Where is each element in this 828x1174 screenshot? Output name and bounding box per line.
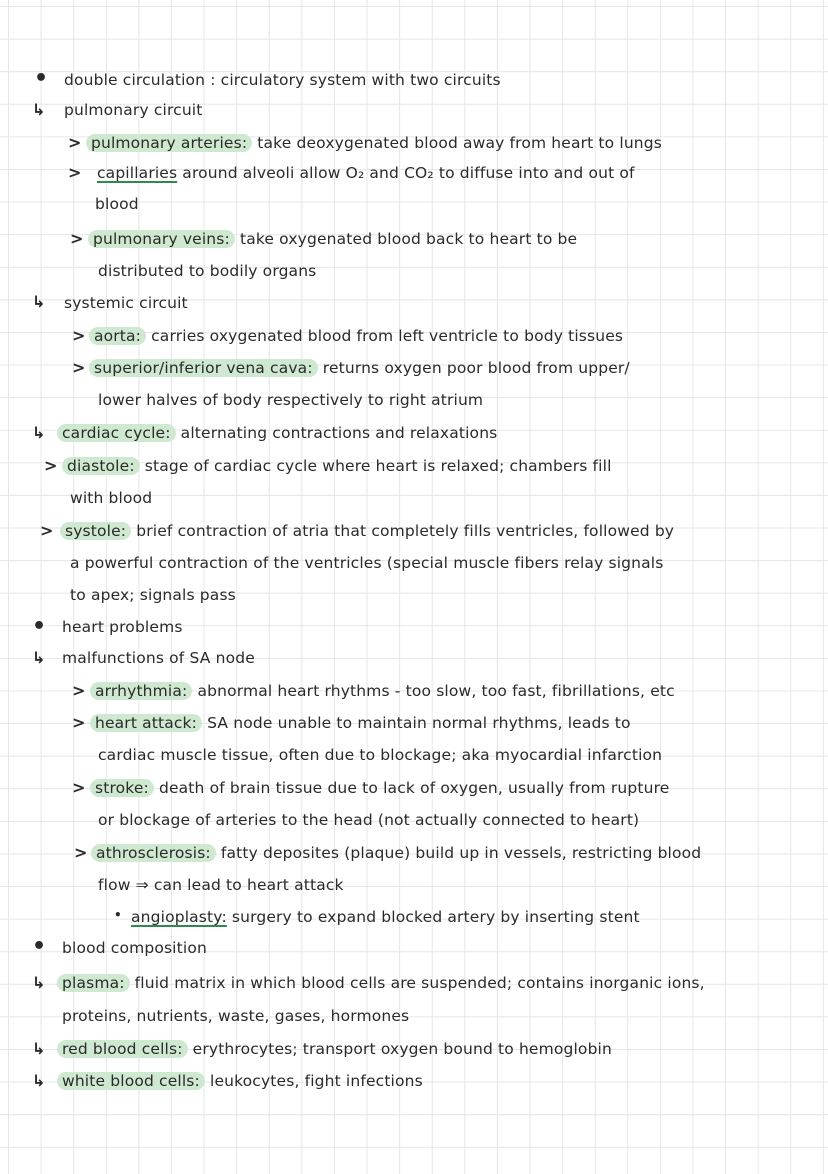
note-text: take oxygenated blood back to heart to be [234,230,578,248]
arrow-icon: ↳ [32,973,46,992]
chevron-icon: > [72,358,86,377]
note-text: fluid matrix in which blood cells are suspended; contains inorganic ions, [129,974,705,992]
note-line [64,290,188,316]
note-text: erythrocytes; transport oxygen bound to hemoglobin [187,1040,612,1058]
note-text: with blood [70,489,153,507]
note-text: pulmonary circuit [64,101,203,119]
note-line [62,453,612,479]
note-line [62,645,255,671]
arrow-icon: ↳ [32,648,46,667]
chevron-icon: > [68,133,82,152]
highlighted-term: diastole: [62,457,140,475]
note-line [88,226,577,252]
note-text: alternating contractions and relaxations [175,424,498,442]
note-text: take deoxygenated blood away from heart to lungs [252,134,662,152]
note-line [64,67,501,93]
note-line [95,191,139,217]
note-line [98,807,639,833]
note-line [57,1068,423,1094]
arrow-icon: ↳ [32,1039,46,1058]
note-text: double circulation : circulatory system with two circuits [64,71,501,89]
note-text: heart problems [62,618,183,636]
note-line [90,775,669,801]
note-text: around alveoli allow O₂ and CO₂ to diffuse into and out of [177,164,635,182]
chevron-icon: > [68,163,82,182]
note-text: cardiac muscle tissue, often due to blockage; aka myocardial infarction [98,746,663,764]
highlighted-term: pulmonary arteries: [86,134,252,152]
note-text: fatty deposites (plaque) build up in vessels, restricting blood [215,844,702,862]
underlined-term: capillaries [97,164,178,182]
note-line [62,935,207,961]
note-text: SA node unable to maintain normal rhythms, leads to [202,714,631,732]
bullet-icon: • [32,934,47,959]
note-line [98,742,662,768]
note-line [90,678,675,704]
highlighted-term: arrhythmia: [90,682,192,700]
note-text: lower halves of body respectively to right atrium [98,391,484,409]
highlighted-term: stroke: [90,779,154,797]
note-line [86,130,662,156]
note-line [91,840,701,866]
note-line [90,710,631,736]
note-text: a powerful contraction of the ventricles (special muscle fibers relay signals [70,554,664,572]
highlighted-term: white blood cells: [57,1072,205,1090]
highlighted-term: superior/inferior vena cava: [89,359,318,377]
arrow-icon: ↳ [32,1071,46,1090]
arrow-icon: ↳ [32,292,46,311]
note-line [89,355,630,381]
note-line [57,1036,612,1062]
bullet-icon: • [34,66,49,91]
note-text: distributed to bodily organs [98,262,317,280]
note-text: brief contraction of atria that completely fills ventricles, followed by [131,522,675,540]
note-line [57,420,497,446]
note-text: death of brain tissue due to lack of oxygen, usually from rupture [153,779,670,797]
note-line [131,904,640,930]
note-line [98,387,483,413]
note-text: systemic circuit [64,294,188,312]
highlighted-term: red blood cells: [57,1040,188,1058]
note-text: blood [95,195,139,213]
highlighted-term: aorta: [89,327,146,345]
note-text: surgery to expand blocked artery by inserting stent [226,908,640,926]
note-line [62,614,183,640]
note-line [70,485,152,511]
arrow-icon: ↳ [32,100,46,119]
note-text: blood composition [62,939,207,957]
highlighted-term: cardiac cycle: [57,424,176,442]
highlighted-term: systole: [60,522,131,540]
note-text: malfunctions of SA node [62,649,255,667]
chevron-icon: > [40,521,54,540]
chevron-icon: > [74,843,88,862]
bullet-icon: • [32,614,47,639]
chevron-icon: > [72,326,86,345]
note-text: leukocytes, fight infections [204,1072,423,1090]
note-text: or blockage of arteries to the head (not actually connected to heart) [98,811,640,829]
note-line [89,323,623,349]
note-text: proteins, nutrients, waste, gases, hormones [62,1007,410,1025]
arrow-icon: ↳ [32,423,46,442]
chevron-icon: > [72,713,86,732]
chevron-icon: > [70,229,84,248]
note-text: to apex; signals pass [70,586,236,604]
highlighted-term: heart attack: [90,714,202,732]
note-text: carries oxygenated blood from left ventricle to body tissues [146,327,624,345]
note-text: abnormal heart rhythms - too slow, too fast, fibrillations, etc [192,682,675,700]
chevron-icon: > [72,778,86,797]
note-line [62,1003,409,1029]
note-line [57,970,705,996]
note-line [97,160,635,186]
note-line [98,872,344,898]
bullet-icon: • [114,908,122,922]
note-text: stage of cardiac cycle where heart is relaxed; chambers fill [139,457,612,475]
note-line [70,582,236,608]
chevron-icon: > [44,456,58,475]
note-line [64,97,203,123]
note-line [60,518,674,544]
highlighted-term: pulmonary veins: [88,230,235,248]
highlighted-term: athrosclerosis: [91,844,216,862]
chevron-icon: > [72,681,86,700]
underlined-term: angioplasty: [131,908,227,926]
note-text: flow ⇒ can lead to heart attack [98,876,344,894]
highlighted-term: plasma: [57,974,130,992]
note-text: returns oxygen poor blood from upper/ [317,359,630,377]
note-line [70,550,663,576]
note-line [98,258,316,284]
